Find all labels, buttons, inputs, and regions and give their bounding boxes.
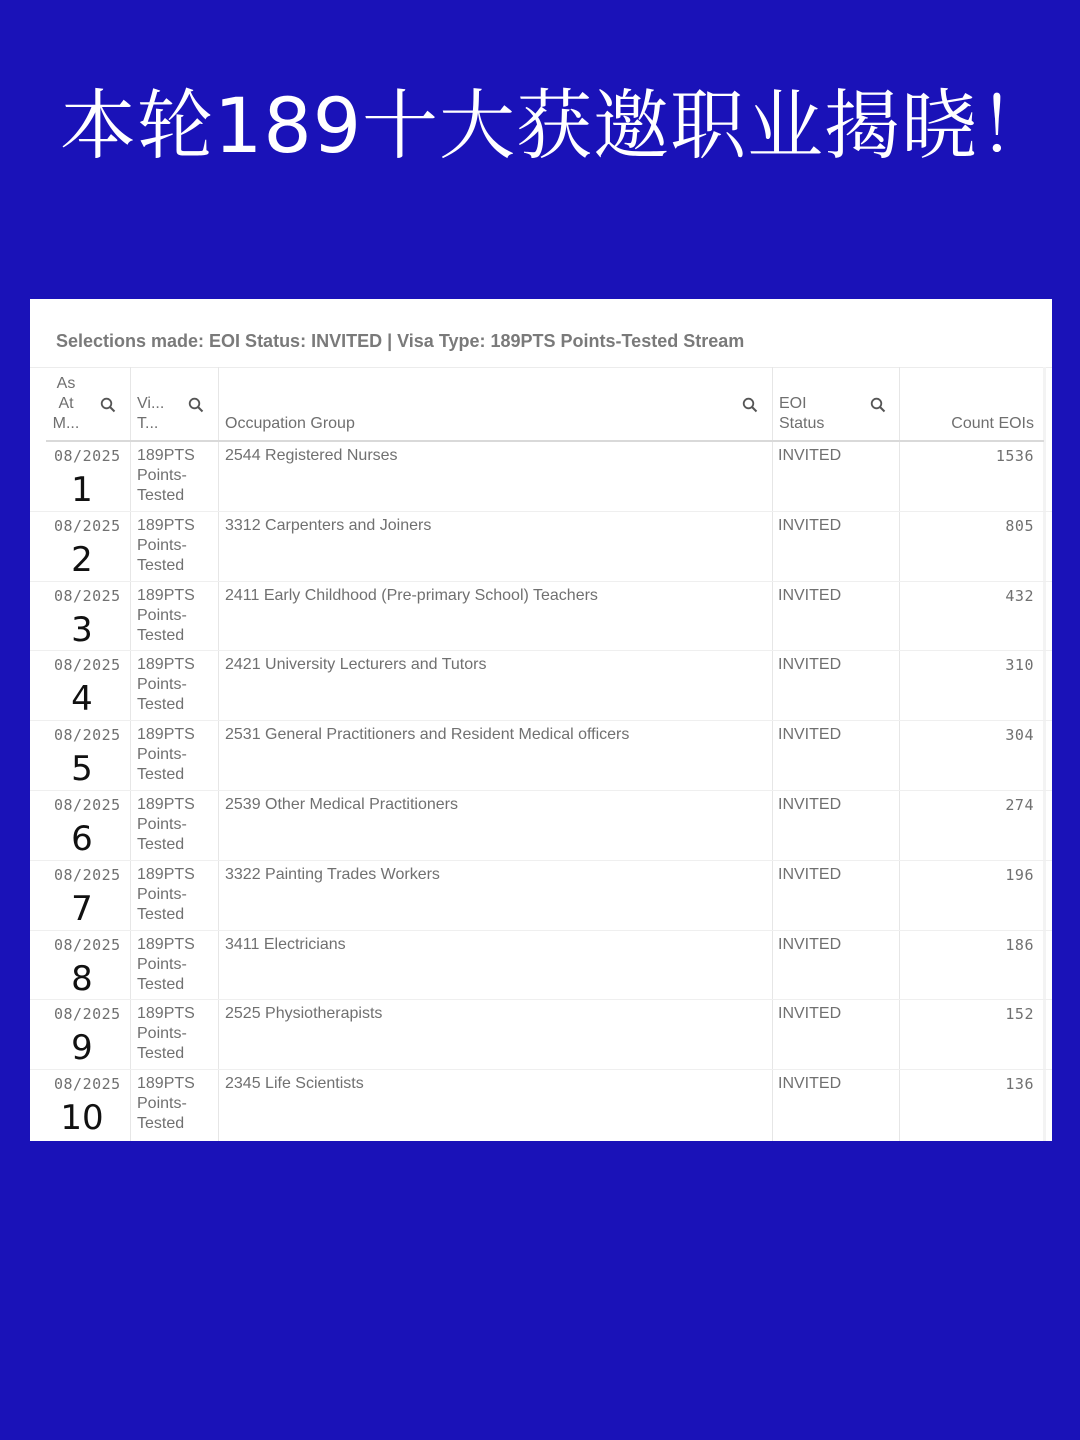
as-at-cell: 08/2025 [54,865,121,884]
as-at-cell: 08/2025 [54,935,121,954]
rank-number: 5 [71,749,93,790]
column-header-visa-type[interactable] [130,371,218,440]
eoi-status-cell: INVITED [778,726,842,744]
visa-line: 189PTS [137,586,195,604]
eoi-status-cell: INVITED [778,1075,842,1093]
occupation-cell: 3411 Electricians [225,935,346,953]
table-row[interactable] [30,1070,1052,1140]
visa-line: 189PTS [137,935,195,953]
visa-line: Points- [137,676,187,694]
table-panel [30,299,1052,1141]
header-line: At [58,395,74,412]
table-row[interactable] [30,861,1052,931]
visa-line: 189PTS [137,795,195,813]
visa-type-cell [137,795,195,855]
eoi-status-cell: INVITED [778,865,842,883]
visa-line: Points- [137,1095,187,1113]
rank-number: 6 [71,818,93,859]
column-header-count-eois[interactable] [899,371,1034,440]
as-at-cell: 08/2025 [54,656,121,675]
table-body [30,442,1052,1140]
visa-line: Tested [137,1045,185,1063]
visa-line: Tested [137,696,185,714]
visa-line: Points- [137,885,187,903]
count-cell: 805 [1005,516,1034,535]
occupation-cell: 3322 Painting Trades Workers [225,865,440,883]
visa-line: 189PTS [137,1005,195,1023]
header-line: Status [779,415,825,432]
rank-number: 3 [71,609,93,650]
header-label: Occupation Group [225,415,355,432]
as-at-cell: 08/2025 [54,447,121,465]
search-icon[interactable] [742,397,758,413]
visa-type-cell [137,725,195,785]
header-line: M... [52,415,80,432]
as-at-cell: 08/2025 [54,1075,121,1094]
column-header-as-at[interactable] [46,371,130,440]
eoi-status-cell: INVITED [778,935,842,953]
eoi-status-cell: INVITED [778,586,842,604]
visa-line: 189PTS [137,726,195,744]
visa-line: Points- [137,606,187,624]
header-line: T... [137,415,159,432]
count-cell: 186 [1005,935,1034,954]
search-icon[interactable] [100,397,116,413]
count-cell: 432 [1005,586,1034,605]
table-row[interactable] [30,651,1052,721]
count-cell: 136 [1005,1075,1034,1094]
rank-number: 10 [60,1098,104,1139]
occupation-cell: 2411 Early Childhood (Pre-primary School) Teachers [225,586,598,604]
visa-type-cell [137,865,195,925]
count-cell: 310 [1005,656,1034,675]
visa-line: Points- [137,955,187,973]
table-row[interactable] [30,442,1052,512]
occupation-cell: 2421 University Lecturers and Tutors [225,656,487,674]
count-cell: 152 [1005,1005,1034,1024]
count-cell: 274 [1005,795,1034,814]
table-row[interactable] [30,721,1052,791]
as-at-cell: 08/2025 [54,516,121,535]
visa-type-cell [137,586,195,646]
visa-line: 189PTS [137,516,195,534]
visa-line: Tested [137,905,185,923]
occupation-cell: 3312 Carpenters and Joiners [225,516,432,534]
visa-type-cell [137,1074,195,1134]
rank-number: 7 [71,888,93,929]
headline: 本轮189十大获邀职业揭晓！ [60,81,1056,170]
search-icon[interactable] [870,397,886,413]
visa-line: Points- [137,815,187,833]
visa-line: Points- [137,746,187,764]
eoi-status-cell: INVITED [778,656,842,674]
visa-line: 189PTS [137,656,195,674]
rank-number: 8 [71,958,93,999]
visa-line: 189PTS [137,447,195,464]
occupation-cell: 2544 Registered Nurses [225,447,398,464]
visa-line: 189PTS [137,865,195,883]
visa-line: Tested [137,766,185,784]
occupation-cell: 2345 Life Scientists [225,1075,364,1093]
visa-line: Tested [137,487,185,504]
visa-line: Tested [137,1115,185,1133]
as-at-cell: 08/2025 [54,1005,121,1024]
eoi-status-cell: INVITED [778,1005,842,1023]
table-row[interactable] [30,791,1052,861]
eoi-status-cell: INVITED [778,795,842,813]
header-line: As [56,375,76,392]
table-row[interactable] [30,582,1052,652]
as-at-cell: 08/2025 [54,795,121,814]
table-row[interactable] [30,512,1052,582]
count-cell: 304 [1005,726,1034,745]
occupation-cell: 2531 General Practitioners and Resident Medical officers [225,726,630,744]
header-line: Vi... [137,395,165,412]
column-header-occupation-group[interactable] [218,371,772,440]
table-row[interactable] [30,1000,1052,1070]
visa-line: Points- [137,536,187,554]
visa-type-cell [137,446,195,506]
rank-number: 4 [71,679,93,720]
as-at-cell: 08/2025 [54,586,121,605]
count-cell: 196 [1005,865,1034,884]
visa-line: Tested [137,626,185,644]
occupation-cell: 2525 Physiotherapists [225,1005,383,1023]
count-cell: 1536 [995,447,1034,465]
eoi-status-cell: INVITED [778,447,842,464]
visa-line: Tested [137,835,185,853]
visa-line: Points- [137,1025,187,1043]
as-at-cell: 08/2025 [54,726,121,745]
rank-number: 9 [71,1028,93,1069]
visa-type-cell [137,516,195,576]
visa-line: Points- [137,467,187,484]
eoi-status-cell: INVITED [778,516,842,534]
table-row[interactable] [30,931,1052,1001]
visa-line: Tested [137,975,185,993]
header-line: EOI [779,395,807,412]
header-label: Count EOIs [951,415,1034,432]
rank-number: 1 [71,470,93,510]
visa-type-cell [137,655,195,715]
selections-summary: Selections made: EOI Status: INVITED | Visa Type: 189PTS Points-Tested Stream [56,331,745,351]
visa-line: 189PTS [137,1075,195,1093]
search-icon[interactable] [188,397,204,413]
column-header-eoi-status[interactable] [772,371,899,440]
visa-type-cell [137,1004,195,1064]
rank-number: 2 [71,539,93,580]
occupation-cell: 2539 Other Medical Practitioners [225,795,458,813]
visa-line: Tested [137,556,185,574]
visa-type-cell [137,935,195,995]
